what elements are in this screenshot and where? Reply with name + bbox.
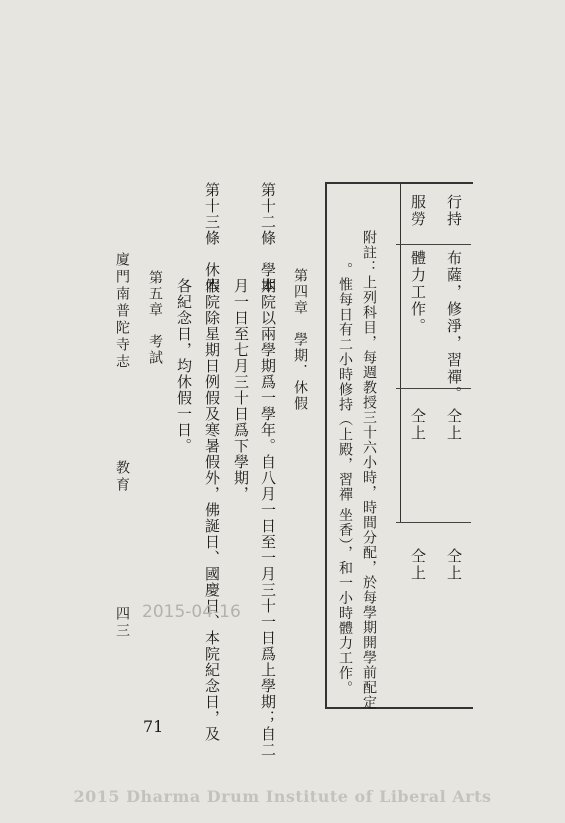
table-note-line: 附註：上列科目，每週教授三十六小時，時間分配，於每學期開學前配定 (361, 230, 377, 710)
chapter-title: 第五章 考試 (147, 270, 163, 366)
article-label: 第十二條 學期 (259, 182, 277, 294)
page-number-chinese: 四三 (114, 606, 130, 640)
table-row-col2: 仝上 (409, 408, 427, 442)
section-name: 教育 (114, 460, 130, 494)
table-row-content: 體力工作。 (409, 250, 427, 335)
article-text: 本院以兩學期爲一學年。自八月一日至一月三十一日爲上學期；自二 (259, 278, 277, 758)
table-row-col3: 仝上 (409, 548, 427, 582)
table-row-label: 行持 (445, 194, 463, 228)
article-label: 第十三條 休假 (203, 182, 221, 294)
table-column-divider (400, 182, 401, 522)
chapter-title: 第四章 學期．休假 (292, 268, 308, 412)
table-row-col2: 仝上 (445, 408, 463, 442)
article-text: 月一日至七月三十日爲下學期， (232, 278, 250, 502)
article-text: 本院除星期日例假及寒暑假外，佛誕日、國慶日、本院紀念日，及 (203, 278, 221, 742)
page-number: 71 (143, 717, 164, 736)
table-row-col3: 仝上 (445, 548, 463, 582)
table-row-separator (396, 522, 471, 523)
table-row-content: 布薩，修淨，習禪。 (445, 250, 463, 403)
table-note-line: 。惟每日有二小時修持（上殿，習禪 坐香），和一小時體力工作。 (337, 262, 353, 696)
table-header-separator (396, 244, 471, 245)
article-text: 各紀念日，均休假一日。 (175, 278, 193, 454)
book-title: 廈門南普陀寺志 (114, 252, 130, 371)
date-stamp: 2015-04-16 (142, 602, 241, 622)
watermark: 2015 Dharma Drum Institute of Liberal Arts (73, 787, 492, 806)
table-row-label: 服勞 (409, 194, 427, 228)
